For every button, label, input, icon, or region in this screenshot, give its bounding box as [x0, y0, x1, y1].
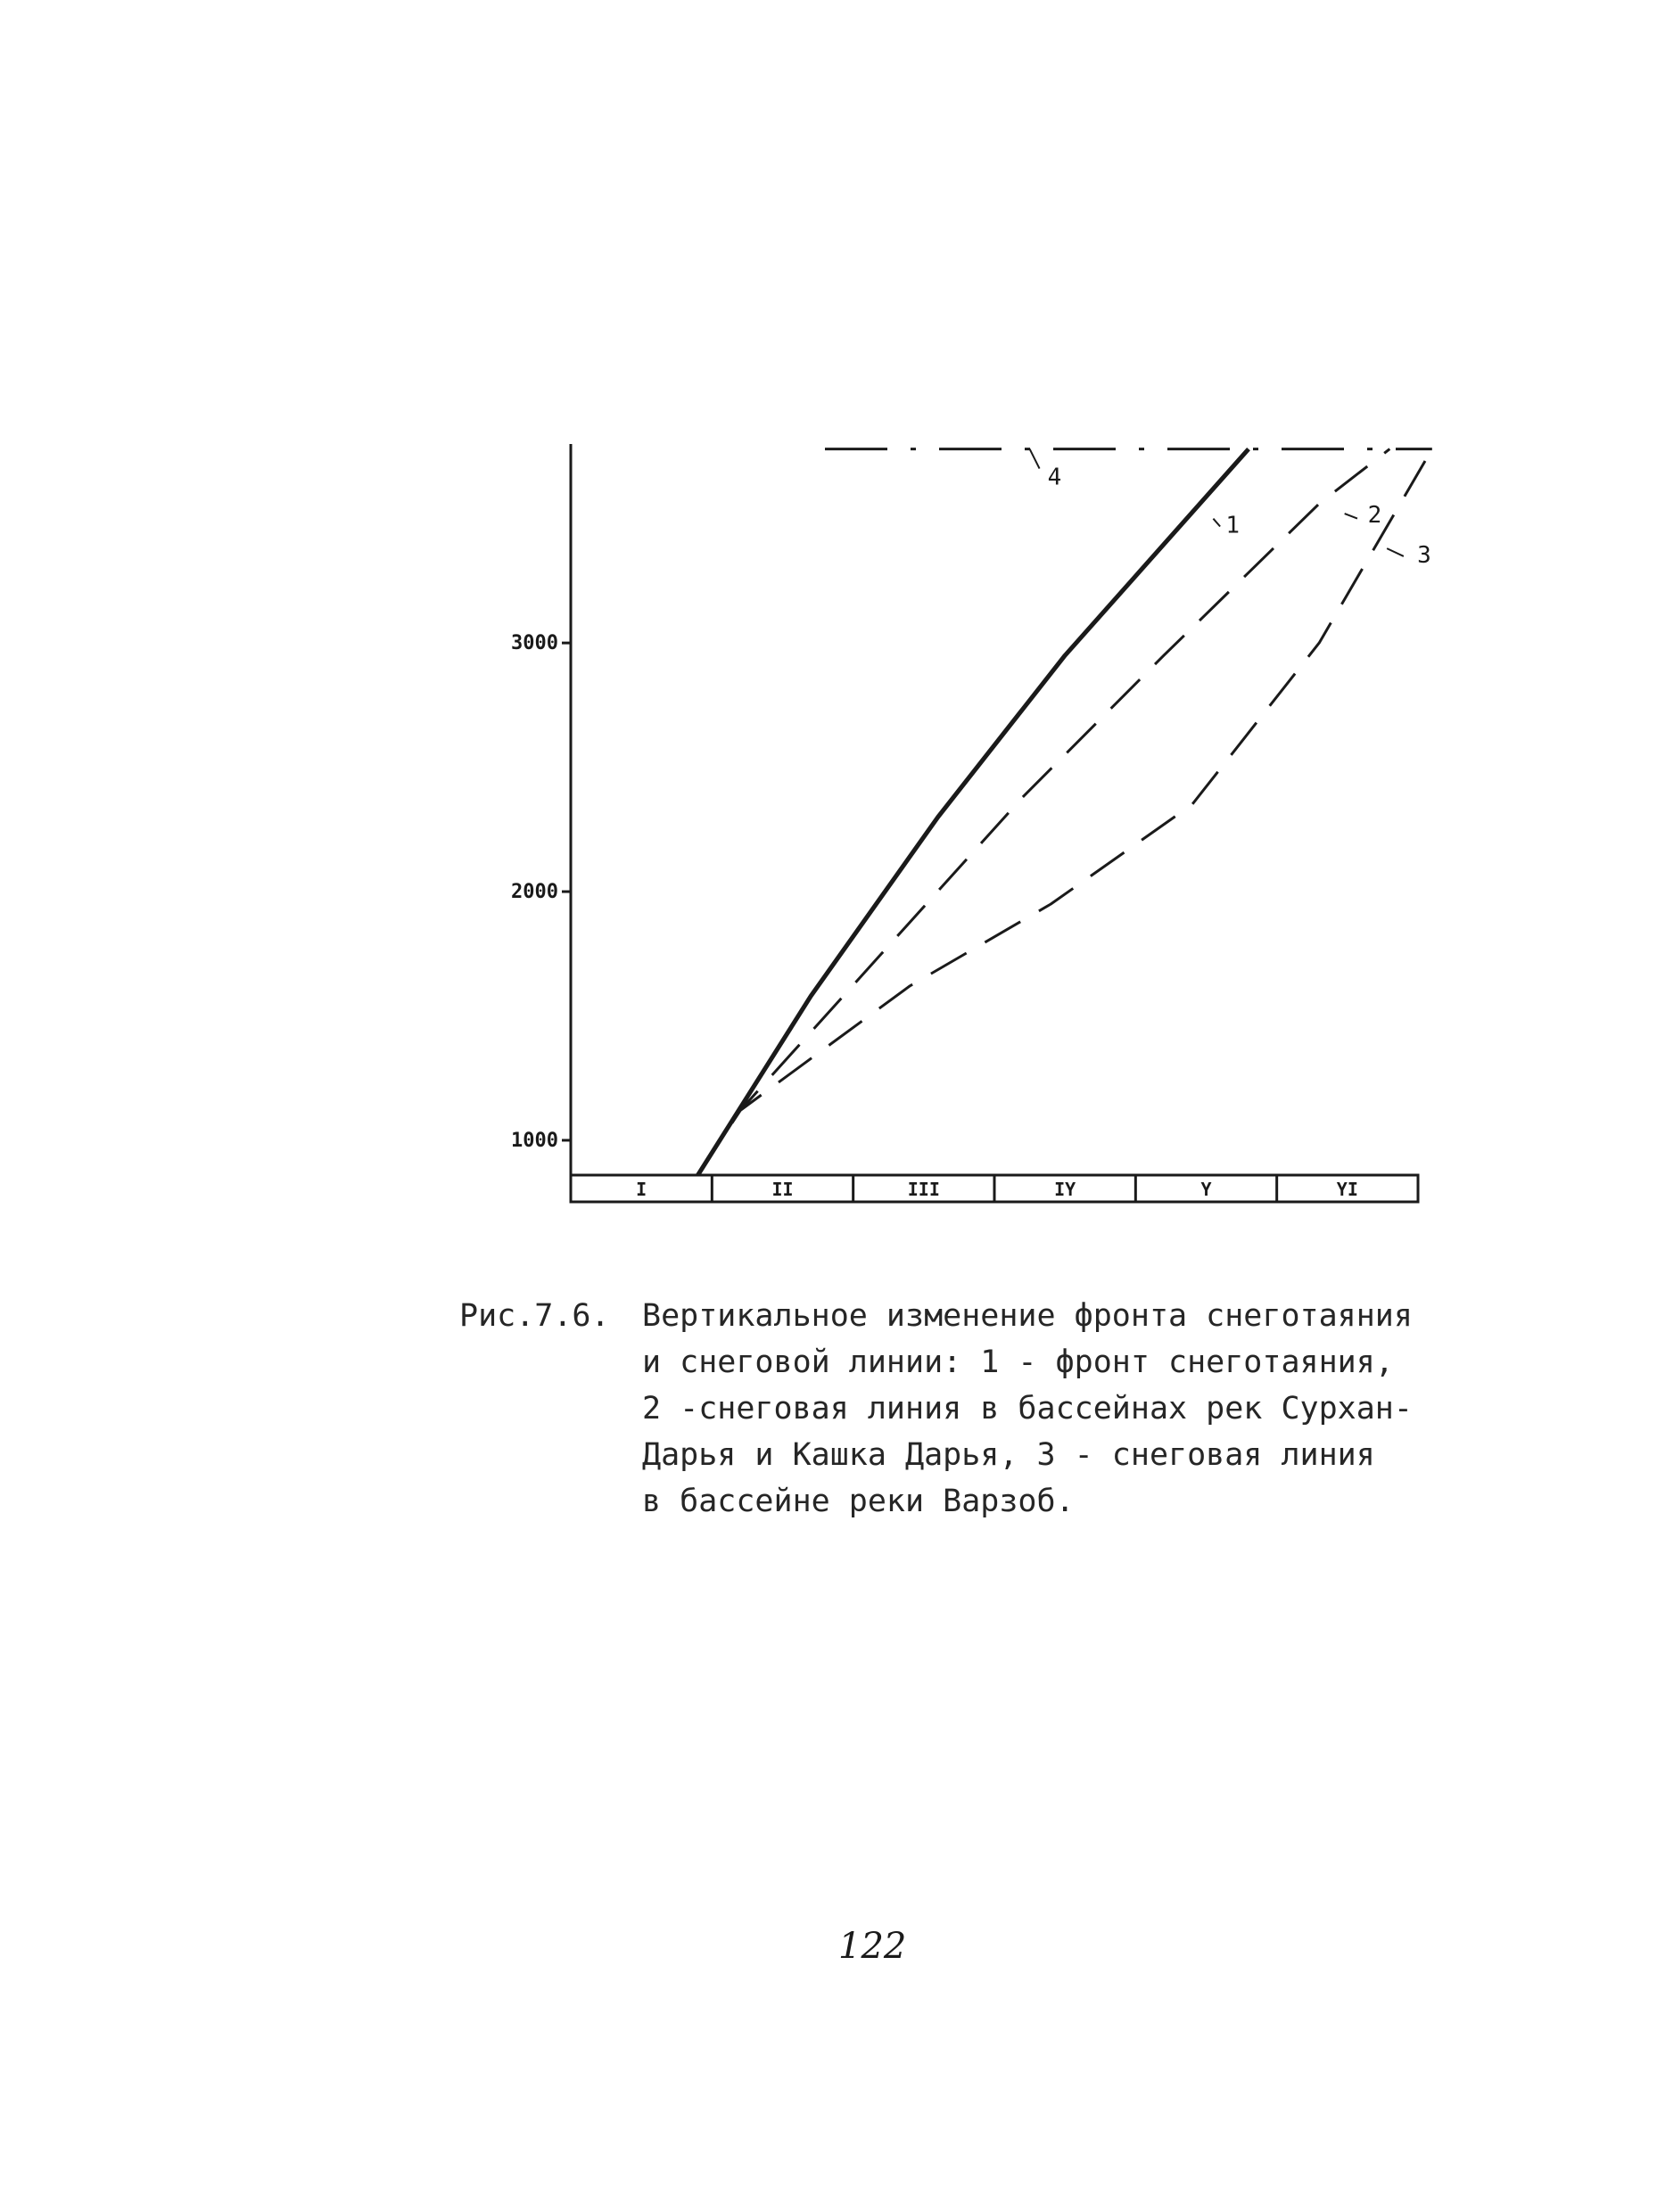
- caption-line: Вертикальное изменение фронта снеготаяния: [642, 1298, 1413, 1334]
- caption-line: и снеговой линии: 1 - фронт снеготаяния,: [642, 1344, 1394, 1380]
- page-number: 122: [838, 1926, 907, 1967]
- y-tick-label: 1000: [511, 1129, 558, 1152]
- month-label: III: [907, 1179, 940, 1200]
- month-label: I: [636, 1179, 647, 1200]
- caption-line: Дарья и Кашка Дарья, 3 - снеговая линия: [642, 1437, 1375, 1473]
- series-2-label: 2: [1367, 502, 1382, 530]
- month-label: YI: [1336, 1179, 1358, 1200]
- series-4-leader: [1030, 449, 1040, 469]
- series-3-leader: [1387, 548, 1404, 556]
- month-label: IY: [1054, 1179, 1076, 1200]
- series-3-label: 3: [1417, 542, 1431, 570]
- figure-number: Рис.7.6.: [459, 1298, 610, 1334]
- month-label: II: [771, 1179, 794, 1200]
- caption-line: в бассейне реки Варзоб.: [642, 1484, 1075, 1519]
- month-label: Y: [1200, 1179, 1212, 1200]
- series-2-leader: [1345, 514, 1357, 519]
- series-1-label: 1: [1225, 512, 1241, 539]
- caption-text: [642, 1293, 1489, 1525]
- caption-line: 2 -снеговая линия в бассейнах рек Сурхан-: [642, 1391, 1413, 1427]
- y-tick-label: 2000: [511, 881, 558, 904]
- series-4-label: 4: [1047, 464, 1062, 491]
- y-tick-label: 3000: [511, 632, 558, 655]
- series-3-line: [698, 449, 1432, 1175]
- series-1-leader: [1213, 519, 1220, 527]
